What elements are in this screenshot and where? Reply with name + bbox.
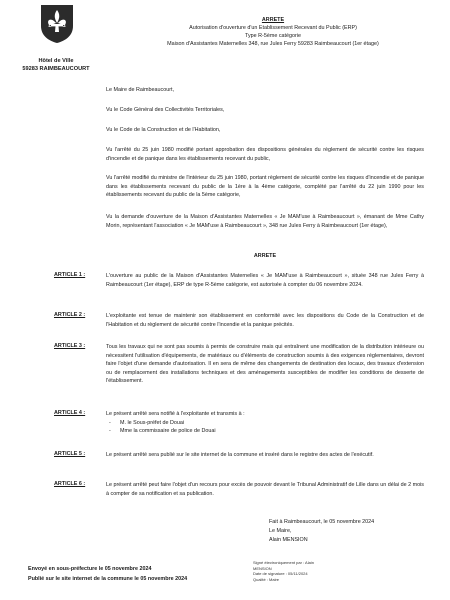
article-1-label: ARTICLE 1 : <box>54 272 86 278</box>
preamble-maire: Le Maire de Raimbeaucourt, <box>106 87 175 93</box>
preamble-cgct: Vu le Code Général des Collectivités Territoriales, <box>106 107 225 113</box>
town-hall-label: Hôtel de Ville <box>38 58 74 64</box>
town-address <box>6 57 106 73</box>
town-postal-label: 59283 RAIMBEAUCOURT <box>22 66 90 72</box>
article-4-text: Le présent arrêté sera notifié à l'exploitante et transmis à : <box>106 411 245 417</box>
preamble-arrete-modifie: Vu l'arrêté modifié du ministre de l'intérieur du 25 juin 1980, portant règlement de sécurité contre les risques d'incendie et de panique dans les établissements recevant du public de la 1ère à la 4ème catégorie, complété par l'arrêté du 22 juin 1990 pour les établissements recevant du public de la 5ème catégorie, <box>106 175 424 199</box>
signature-place-date: Fait à Raimbeaucourt, le 05 novembre 2024 <box>269 519 375 525</box>
esign-signer: Signé électroniquement par : Alain <box>253 560 314 565</box>
article-1-text: L'ouverture au public de la Maison d'Assistantes Maternelles « Je MAM'use à Raimbeaucourt », située 348 rue Jules Ferry à Raimbeaucourt (1er étage), ERP de type R-5ème catégorie, est autorisée à compter du 06 novembre 2024. <box>106 273 424 288</box>
decree-subject: Autorisation d'ouverture d'un Etablissement Recevant du Public (ERP) <box>189 25 357 31</box>
esign-signer-name: MENSION <box>253 565 272 571</box>
decree-title: ARRETE <box>261 17 285 23</box>
decree-location: Maison d'Assistantes Maternelles 348, rue Jules Ferry 59283 Raimbeaucourt (1er étage) <box>167 41 379 47</box>
electronic-signature-stamp <box>253 560 314 582</box>
preamble-demande: Vu la demande d'ouverture de la Maison d'Assistantes Maternelles « Je MAM'use à Raimbeaucourt », émanant de Mme Cathy Morin, représentant l'association « Je MAM'use à Raimbeaucourt », 348 rue Jules Ferry à Raimbeaucourt (1er étage), <box>106 214 424 229</box>
article-4-label: ARTICLE 4 : <box>54 410 86 416</box>
arrete-heading: ARRETE <box>253 253 277 259</box>
preamble-cch: Vu le Code de la Construction et de l'Habitation, <box>106 127 221 133</box>
list-item: - Mme la commissaire de police de Douai <box>106 427 424 436</box>
article-3-label: ARTICLE 3 : <box>54 343 86 349</box>
footer-sent-date: Envoyé en sous-préfecture le 05 novembre 2024 <box>28 566 152 572</box>
article-6-label: ARTICLE 6 : <box>54 481 86 487</box>
signature-name: Alain MENSION <box>269 537 308 543</box>
list-item: - M. le Sous-préfet de Douai <box>106 419 424 428</box>
signature-role: Le Maire, <box>269 528 292 534</box>
article-4-recipients <box>106 419 424 436</box>
article-6-text: Le présent arrêté peut faire l'objet d'un recours pour excès de pouvoir devant le Tribunal Administratif de Lille dans un délai de 2 mois à compter de sa notification et sa publication. <box>106 482 424 497</box>
article-4-body <box>106 410 424 436</box>
preamble-arrete-1980: Vu l'arrêté du 25 juin 1980 modifié portant approbation des dispositions générales du règlement de sécurité contre les risques d'incendie et de panique dans les établissements recevant du public, <box>106 147 424 162</box>
decree-type: Type R-5ème catégorie <box>244 33 302 39</box>
signature-block <box>269 518 374 545</box>
footer-published-date: Publié sur le site internet de la commune le 05 novembre 2024 <box>28 576 188 582</box>
article-2-label: ARTICLE 2 : <box>54 312 86 318</box>
article-5-label: ARTICLE 5 : <box>54 451 86 457</box>
article-2-text: L'exploitante est tenue de maintenir son établissement en conformité avec les dispositions du Code de la Construction et de l'Habitation et du règlement de sécurité contre l'incendie et la panique précités. <box>106 313 424 328</box>
article-5-text: Le présent arrêté sera publié sur le site internet de la commune et inséré dans le registre des actes de l'exécutif. <box>106 452 374 458</box>
article-3-text: Tous les travaux qui ne sont pas soumis à permis de construire mais qui entraînent une modification de la distribution intérieure ou nécessitent l'utilisation d'équipements, de matériaux ou d'éléments de construction soumis à des exigences réglementaires, devront faire l'objet d'une demande d'autorisation. Il en sera de même des changements de destination des locaux, des travaux d'extension ou de remplacement des installations techniques et des aménagements susceptibles de modifier les conditions de desserte de l'établissement. <box>106 344 424 385</box>
esign-quality: Qualité : Maire <box>253 576 280 582</box>
decree-header <box>118 16 428 48</box>
esign-date: Date de signature : 05/11/2024 <box>253 571 308 577</box>
town-crest-icon <box>40 4 74 44</box>
